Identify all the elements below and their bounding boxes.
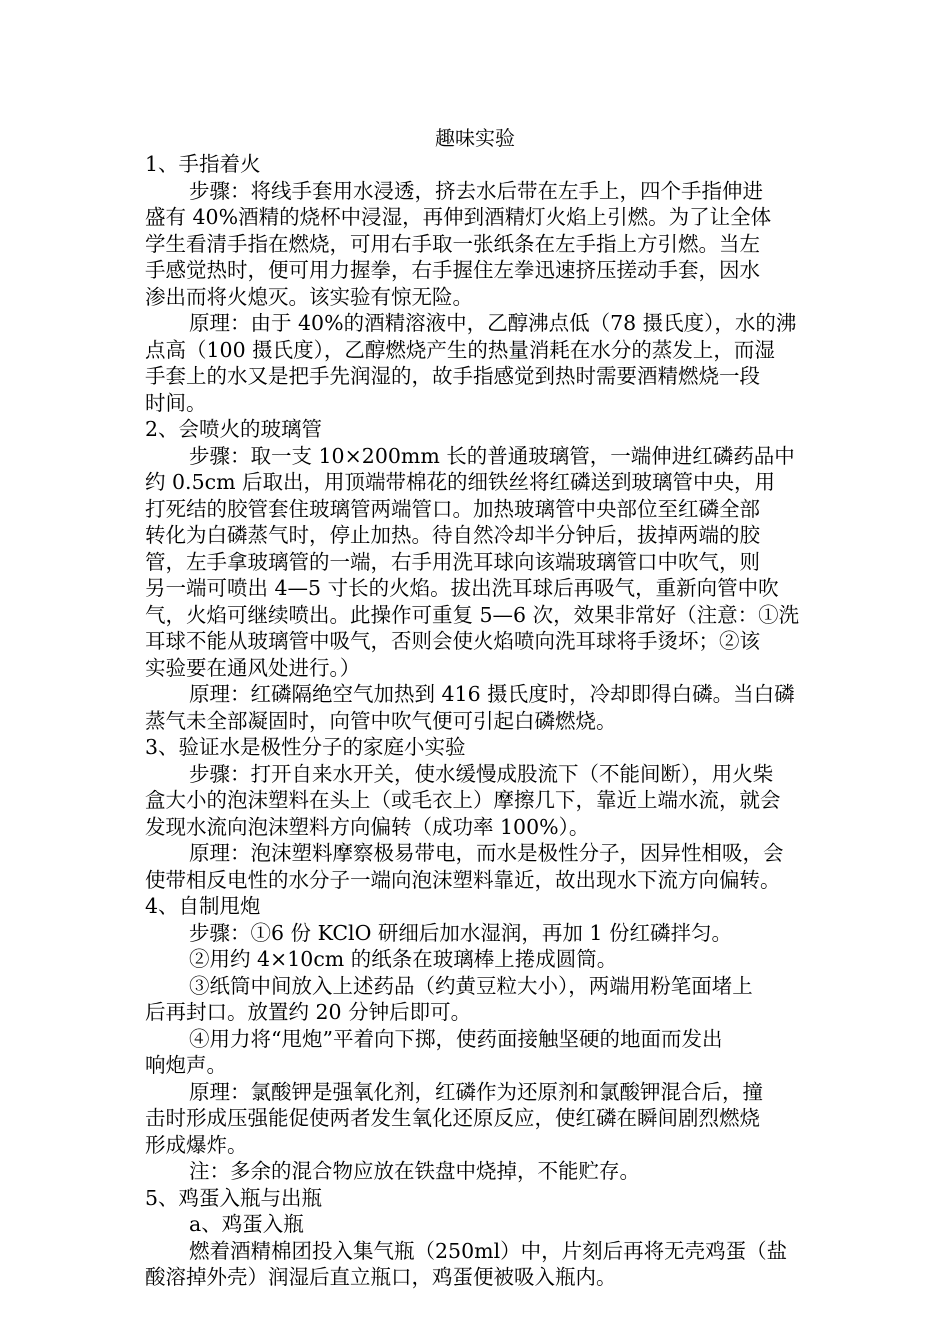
text-line: 点高（100 摄氏度），乙醇燃烧产生的热量消耗在水分的蒸发上，而湿 <box>145 337 775 362</box>
text-line: 盒大小的泡沫塑料在头上（或毛衣上）摩擦几下，靠近上端水流，就会 <box>145 788 781 812</box>
text-line: 注：多余的混合物应放在铁盘中烧掉，不能贮存。 <box>189 1159 640 1183</box>
text-line: 步骤：将线手套用水浸透，挤去水后带在左手上，四个手指伸进 <box>189 178 763 203</box>
section-heading: 5、鸡蛋入瓶与出瓶 <box>145 1185 323 1210</box>
text-line: 燃着酒精棉团投入集气瓶（250ml）中，片刻后再将无壳鸡蛋（盐 <box>189 1238 788 1263</box>
text-line: ④用力将“甩炮”平着向下掷，使药面接触坚硬的地面而发出 <box>189 1026 723 1051</box>
text-line: 响炮声。 <box>145 1053 227 1077</box>
text-line: 酸溶掉外壳）润湿后直立瓶口，鸡蛋便被吸入瓶内。 <box>145 1265 617 1289</box>
text-line: 步骤：打开自来水开关，使水缓慢成股流下（不能间断），用火柴 <box>189 761 774 786</box>
text-line: 蒸气未全部凝固时，向管中吹气便可引起白磷燃烧。 <box>145 708 617 733</box>
text-line: 手感觉热时，便可用力握拳，右手握住左拳迅速挤压搓动手套，因水 <box>145 258 760 282</box>
text-line: 后再封口。放置约 20 分钟后即可。 <box>145 1000 472 1024</box>
text-line: 时间。 <box>145 390 207 415</box>
text-line: 管，左手拿玻璃管的一端，右手用洗耳球向该端玻璃管口中吹气，则 <box>145 549 760 574</box>
text-line: 气，火焰可继续喷出。此操作可重复 5—6 次，效果非常好（注意：①洗 <box>145 602 800 627</box>
text-line: 使带相反电性的水分子一端向泡沫塑料靠近，故出现水下流方向偏转。 <box>145 867 781 892</box>
text-line: 实验要在通风处进行。） <box>145 655 361 680</box>
text-line: 耳球不能从玻璃管中吸气，否则会使火焰喷向洗耳球将手烫坏；②该 <box>145 629 760 653</box>
text-line: 原理：由于 40%的酒精溶液中，乙醇沸点低（78 摄氏度），水的沸 <box>189 311 797 335</box>
text-line: 渗出而将火熄灭。该实验有惊无险。 <box>145 284 473 309</box>
text-line: 原理：氯酸钾是强氧化剂，红磷作为还原剂和氯酸钾混合后，撞 <box>189 1079 763 1104</box>
section-heading: 2、会喷火的玻璃管 <box>145 417 323 441</box>
document-body <box>145 151 817 1291</box>
section-heading: 3、验证水是极性分子的家庭小实验 <box>145 735 466 759</box>
section-heading: 4、自制甩炮 <box>145 894 261 918</box>
text-line: 打死结的胶管套住玻璃管两端管口。加热玻璃管中央部位至红磷全部 <box>145 496 760 521</box>
text-line: 另一端可喷出 4—5 寸长的火焰。拔出洗耳球后再吸气，重新向管中吹 <box>145 576 779 600</box>
text-line: 原理：泡沫塑料摩察极易带电，而水是极性分子，因异性相吸，会 <box>189 841 784 865</box>
text-line: a、鸡蛋入瓶 <box>189 1212 304 1236</box>
section-heading: 1、手指着火 <box>145 152 261 176</box>
text-line: 步骤：取一支 10×200mm 长的普通玻璃管，一端伸进红磷药品中 <box>189 443 795 468</box>
text-line: 原理：红磷隔绝空气加热到 416 摄氏度时，冷却即得白磷。当白磷 <box>189 682 795 706</box>
text-line: 约 0.5cm 后取出，用顶端带棉花的细铁丝将红磷送到玻璃管中央，用 <box>145 470 776 494</box>
text-line: 手套上的水又是把手先润湿的，故手指感觉到热时需要酒精燃烧一段 <box>145 364 760 388</box>
text-line: 步骤：①6 份 KClO 研细后加水湿润，再加 1 份红磷拌匀。 <box>189 920 732 945</box>
text-line: 形成爆炸。 <box>145 1132 248 1157</box>
text-line: 发现水流向泡沫塑料方向偏转（成功率 100%）。 <box>145 814 590 839</box>
text-line: 击时形成压强能促使两者发生氧化还原反应，使红磷在瞬间剧烈燃烧 <box>145 1106 760 1130</box>
text-line: ②用约 4×10cm 的纸条在玻璃棒上捲成圆筒。 <box>189 947 618 971</box>
text-line: 学生看清手指在燃烧，可用右手取一张纸条在左手指上方引燃。当左 <box>145 231 760 256</box>
document-title: 趣味实验 <box>435 126 515 150</box>
text-line: ③纸筒中间放入上述药品（约黄豆粒大小），两端用粉笔面堵上 <box>189 973 753 998</box>
text-line: 盛有 40%酒精的烧杯中浸湿，再伸到酒精灯火焰上引燃。为了让全体 <box>145 205 772 229</box>
text-line: 转化为白磷蒸气时，停止加热。待自然冷却半分钟后，拔掉两端的胶 <box>145 523 760 547</box>
